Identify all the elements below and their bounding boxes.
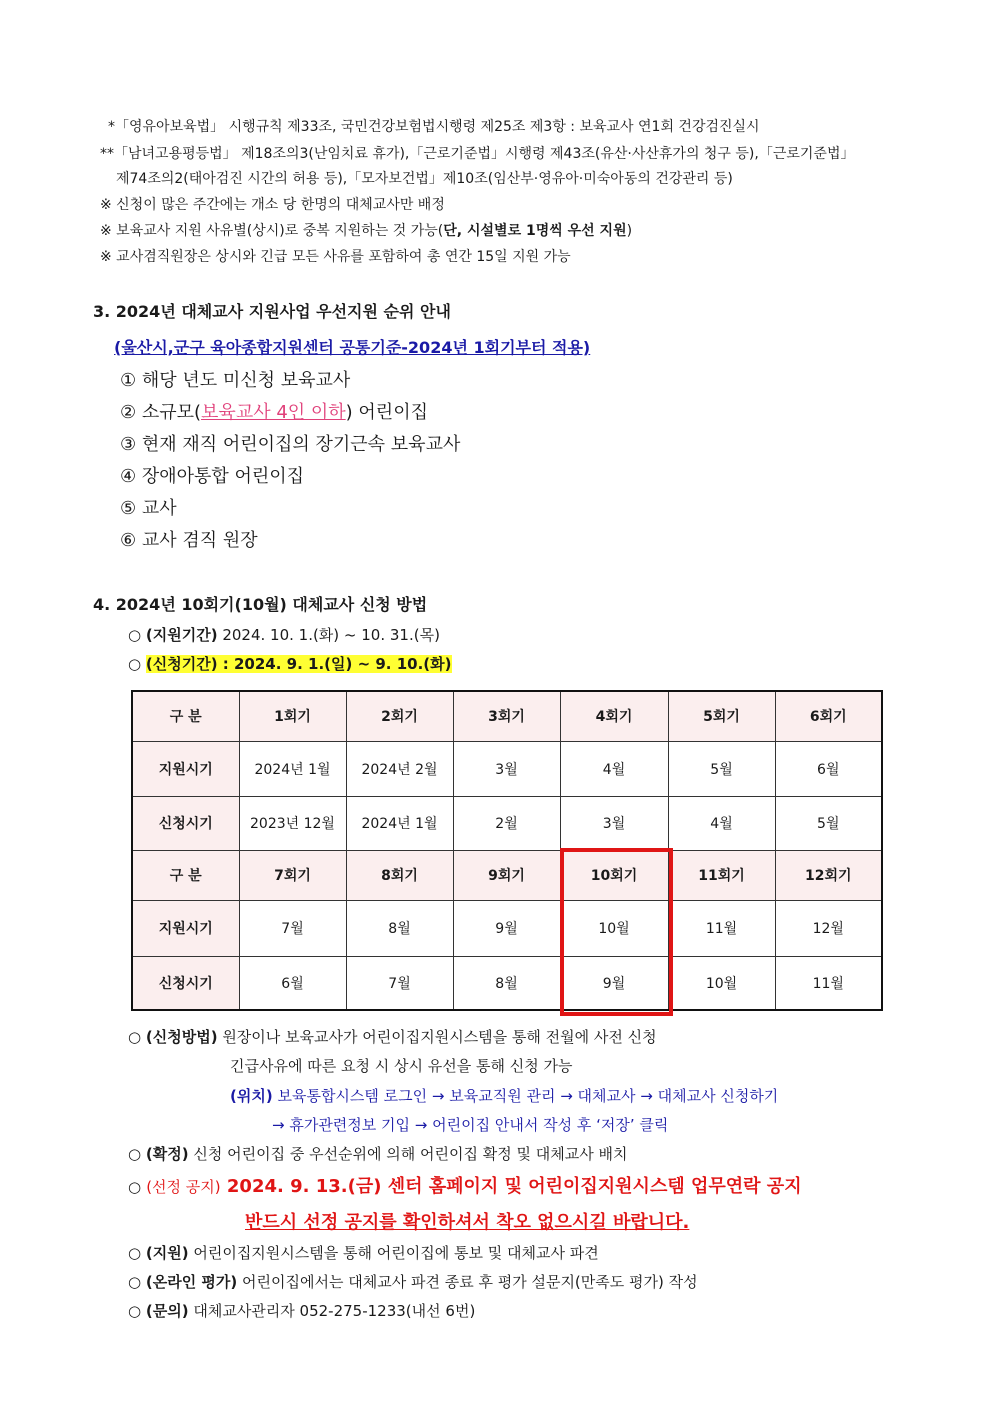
- table-cell: 12회기: [775, 850, 882, 900]
- table-cell: 4회기: [560, 691, 668, 741]
- confirm-text: 신청 어린이집 중 우선순위에 의해 어린이집 확정 및 대체교사 배치: [188, 1145, 628, 1163]
- bullet: ○: [128, 655, 142, 673]
- note-duplicate-text: ※ 보육교사 지원 사유별(상시)로 중복 지원하는 것 가능(: [100, 223, 444, 239]
- apply-location: [230, 1085, 778, 1106]
- table-cell: 10월: [560, 900, 668, 956]
- inquiry-text: 대체교사관리자 052-275-1233(내선 6번): [188, 1302, 476, 1320]
- table-cell: 8월: [346, 900, 453, 956]
- table-cell: 9월: [453, 900, 560, 956]
- table-cell: 2024년 1월: [346, 796, 453, 850]
- section3-subheading: (울산시,군구 육아종합지원센터 공통기준-2024년 1회기부터 적용): [114, 338, 591, 357]
- note-duplicate-bold: 단, 시설별로 1명씩 우선 지원: [443, 223, 627, 239]
- note-leave-law-cont: 제74조의2(태아검진 시간의 허용 등),「모자보건법」제10조(임산부·영유아·미숙아동의 건강관리 등): [116, 171, 733, 187]
- bullet: ○: [128, 1244, 142, 1262]
- table-cell: 11월: [775, 956, 882, 1010]
- apply-method-label: (신청방법): [145, 1028, 218, 1046]
- table-cell: 신청시기: [132, 956, 239, 1010]
- bullet: ○: [128, 1145, 142, 1163]
- confirm-label: (확정): [145, 1145, 189, 1163]
- table-row: [132, 900, 882, 956]
- table-cell: 4월: [560, 741, 668, 796]
- selection-notice-label: (선정 공지): [146, 1178, 221, 1196]
- priority-item-4: ④ 장애아통합 어린이집: [120, 466, 305, 487]
- highlight-box-10th-round: [560, 848, 673, 1016]
- table-cell: 2월: [453, 796, 560, 850]
- selection-notice-text: 2024. 9. 13.(금) 센터 홈페이지 및 어린이집지원시스템 업무연락 공지: [220, 1176, 802, 1197]
- bullet: ○: [128, 1302, 142, 1320]
- table-cell: 10회기: [560, 850, 668, 900]
- online-evaluation: [128, 1271, 698, 1292]
- apply-method-text: 원장이나 보육교사가 어린이집지원시스템을 통해 전월에 사전 신청: [217, 1028, 657, 1046]
- table-cell: 6월: [775, 741, 882, 796]
- table-cell: 10월: [668, 956, 775, 1010]
- table-cell: 8회기: [346, 850, 453, 900]
- table-cell: 5회기: [668, 691, 775, 741]
- inquiry: [128, 1300, 475, 1321]
- table-row: [132, 691, 882, 741]
- table-cell: 6월: [239, 956, 346, 1010]
- priority-item-2-highlight: 보육교사 4인 이하: [201, 402, 346, 423]
- priority-item-2: [120, 398, 428, 424]
- table-cell: 지원시기: [132, 900, 239, 956]
- inquiry-label: (문의): [145, 1302, 189, 1320]
- dispatch: [128, 1242, 599, 1263]
- support-period-text: 2024. 10. 1.(화) ~ 10. 31.(목): [217, 626, 440, 644]
- priority-item-1: ① 해당 년도 미신청 보육교사: [120, 370, 351, 391]
- note-health-check: *「영유아보육법」 시행규칙 제33조, 국민건강보험법시행령 제25조 제3항 : 보육교사 연1회 건강검진실시: [108, 119, 760, 135]
- dispatch-text: 어린이집지원시스템을 통해 어린이집에 통보 및 대체교사 파견: [188, 1244, 599, 1262]
- bullet: ○: [128, 1028, 142, 1046]
- apply-location-text: 보육통합시스템 로그인 → 보육교직원 관리 → 대체교사 → 대체교사 신청하기: [272, 1087, 779, 1105]
- bullet: ○: [128, 626, 142, 644]
- section4-heading: 4. 2024년 10회기(10월) 대체교사 신청 방법: [93, 595, 428, 614]
- table-cell: 구 분: [132, 850, 239, 900]
- table-cell: 7회기: [239, 850, 346, 900]
- apply-method-emergency: 긴급사유에 따른 요청 시 상시 유선을 통해 신청 가능: [230, 1057, 573, 1075]
- table-cell: 신청시기: [132, 796, 239, 850]
- table-cell: 3월: [453, 741, 560, 796]
- apply-location-label: (위치): [230, 1087, 273, 1105]
- priority-item-5: ⑤ 교사: [120, 498, 177, 519]
- table-cell: 12월: [775, 900, 882, 956]
- table-cell: 9회기: [453, 850, 560, 900]
- support-period-label: (지원기간): [145, 626, 218, 644]
- bullet: ○: [128, 1178, 142, 1196]
- table-cell: 3회기: [453, 691, 560, 741]
- table-row: [132, 741, 882, 796]
- table-cell: 2024년 2월: [346, 741, 453, 796]
- table-cell: 4월: [668, 796, 775, 850]
- note-busy-week: ※ 신청이 많은 주간에는 개소 당 한명의 대체교사만 배정: [100, 197, 445, 213]
- apply-period-text: (신청기간) : 2024. 9. 1.(일) ~ 9. 10.(화): [145, 655, 452, 673]
- table-row: [132, 850, 882, 900]
- table-cell: 11회기: [668, 850, 775, 900]
- apply-period: [128, 653, 452, 674]
- selection-notice: [128, 1172, 802, 1198]
- table-cell: 11월: [668, 900, 775, 956]
- table-cell: 2023년 12월: [239, 796, 346, 850]
- online-evaluation-text: 어린이집에서는 대체교사 파견 종료 후 평가 설문지(만족도 평가) 작성: [237, 1273, 698, 1291]
- table-cell: 1회기: [239, 691, 346, 741]
- table-cell: 9월: [560, 956, 668, 1010]
- table-row: [132, 956, 882, 1010]
- table-cell: 7월: [239, 900, 346, 956]
- priority-item-6: ⑥ 교사 겸직 원장: [120, 530, 258, 551]
- priority-item-2-a: ② 소규모(: [120, 402, 202, 423]
- table-cell: 7월: [346, 956, 453, 1010]
- table-cell: 6회기: [775, 691, 882, 741]
- note-leave-law: **「남녀고용평등법」 제18조의3(난임치료 휴가),「근로기준법」시행령 제43조(유산·사산휴가의 청구 등),「근로기준법」: [100, 146, 855, 162]
- note-director-limit: ※ 교사겸직원장은 상시와 긴급 모든 사유를 포함하여 총 연간 15일 지원 가능: [100, 249, 571, 265]
- priority-item-3: ③ 현재 재직 어린이집의 장기근속 보육교사: [120, 434, 461, 455]
- confirm: [128, 1143, 628, 1164]
- dispatch-label: (지원): [145, 1244, 189, 1262]
- section3-heading: 3. 2024년 대체교사 지원사업 우선지원 순위 안내: [93, 302, 451, 321]
- table-cell: 8월: [453, 956, 560, 1010]
- table-cell: 구 분: [132, 691, 239, 741]
- table-cell: 지원시기: [132, 741, 239, 796]
- selection-warning: 반드시 선정 공지를 확인하셔서 착오 없으시길 바랍니다.: [245, 1212, 690, 1233]
- support-period: [128, 624, 440, 645]
- apply-location-cont: → 휴가관련정보 기입 → 어린이집 안내서 작성 후 ‘저장’ 클릭: [272, 1116, 669, 1134]
- note-duplicate-support: [100, 220, 632, 240]
- online-evaluation-label: (온라인 평가): [145, 1273, 238, 1291]
- table-cell: 3월: [560, 796, 668, 850]
- table-cell: 5월: [775, 796, 882, 850]
- note-duplicate-close: ): [626, 223, 633, 239]
- schedule-table: [131, 690, 883, 1011]
- bullet: ○: [128, 1273, 142, 1291]
- apply-method: [128, 1026, 657, 1047]
- table-cell: 2회기: [346, 691, 453, 741]
- table-cell: 5월: [668, 741, 775, 796]
- priority-item-2-c: ) 어린이집: [345, 402, 428, 423]
- table-cell: 2024년 1월: [239, 741, 346, 796]
- table-row: [132, 796, 882, 850]
